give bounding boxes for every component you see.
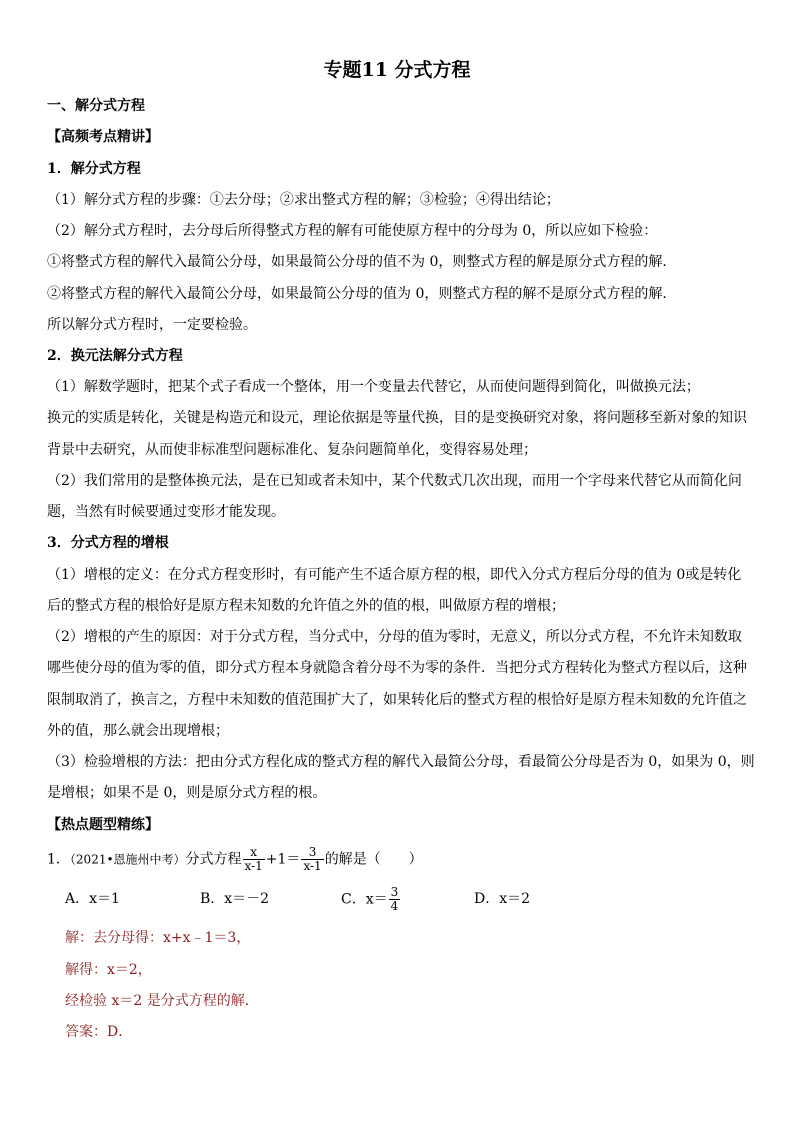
topic2-line: 换元的实质是转化，关键是构造元和设元，理论依据是等量代换，目的是变换研究对象，将问题移至新对象的知识 xyxy=(47,410,747,426)
question-number: 1． xyxy=(47,851,70,868)
topic3-line: 外的值，那么就会出现增根； xyxy=(47,723,229,739)
topic1-line: 所以解分式方程时，一定要检验。 xyxy=(47,317,257,333)
topic1-line: ①将整式方程的解代入最简公分母，如果最简公分母的值不为 0，则整式方程的解是原分式方程的解． xyxy=(47,254,677,270)
section-heading: 一、解分式方程 xyxy=(47,98,145,114)
page-title: 专题11 分式方程 xyxy=(323,59,471,81)
solution-line: 经检验 x＝2 是分式方程的解． xyxy=(65,993,259,1009)
option-b: B．x＝－2 xyxy=(200,891,270,907)
topic1-heading: 1．解分式方程 xyxy=(47,161,141,177)
option-d: D．x＝2 xyxy=(474,891,531,907)
answer-line: 答案：D． xyxy=(65,1024,133,1040)
topic3-line: （3）检验增根的方法：把由分式方程化成的整式方程的解代入最简公分母，看最简公分母是否为 0，如果为 0，则 xyxy=(47,754,755,770)
topic1-line: ②将整式方程的解代入最简公分母，如果最简公分母的值为 0，则整式方程的解不是原分式方程的解． xyxy=(47,286,677,302)
fraction-x-over-x-minus-1 xyxy=(243,846,265,873)
practice-label: 【热点题型精练】 xyxy=(47,817,159,833)
topic2-line: 题，当然有时候要通过变形才能发现。 xyxy=(47,504,285,520)
solution-line: 解：去分母得：x+x﹣1＝3， xyxy=(65,930,251,946)
topic3-line: 是增根；如果不是 0，则是原分式方程的根。 xyxy=(47,785,327,801)
plus-one-equals: +1＝ xyxy=(265,851,301,868)
fraction-numerator: x xyxy=(243,846,265,860)
topic3-line: （2）增根的产生的原因：对于分式方程，当分式中，分母的值为零时，无意义，所以分式方程，不允许未知数取 xyxy=(47,629,742,645)
fraction-denominator: 4 xyxy=(390,899,399,913)
option-c xyxy=(341,886,401,913)
question-stem-end: 的解是（ ） xyxy=(324,851,423,868)
topic1-line: （2）解分式方程时，去分母后所得整式方程的解有可能使原方程中的分母为 0，所以应如下检验： xyxy=(47,223,658,239)
topic2-heading: 2．换元法解分式方程 xyxy=(47,348,183,364)
fraction-numerator: 3 xyxy=(301,846,323,860)
question-1 xyxy=(47,846,747,876)
fraction-3-over-x-minus-1 xyxy=(301,846,323,873)
topic1-line: （1）解分式方程的步骤：①去分母；②求出整式方程的解；③检验；④得出结论； xyxy=(47,192,560,208)
fraction-numerator: 3 xyxy=(390,885,399,899)
lecture-label: 【高频考点精讲】 xyxy=(47,129,159,145)
topic2-line: （1）解数学题时，把某个式子看成一个整体，用一个变量去代替它，从而使问题得到简化，叫做换元法； xyxy=(47,379,700,395)
option-a: A．x＝1 xyxy=(65,891,120,907)
option-c-prefix: C．x＝ xyxy=(341,891,388,908)
topic2-line: （2）我们常用的是整体换元法，是在已知或者未知中，某个代数式几次出现，而用一个字母来代替它从而简化问 xyxy=(47,473,742,489)
fraction-denominator: x-1 xyxy=(303,859,322,873)
topic3-line: （1）增根的定义：在分式方程变形时，有可能产生不适合原方程的根，即代入分式方程后分母的值为 0或是转化 xyxy=(47,567,742,583)
topic3-line: 后的整式方程的根恰好是原方程未知数的允许值之外的值的根，叫做原方程的增根； xyxy=(47,598,565,614)
topic3-line: 哪些使分母的值为零的值，即分式方程本身就隐含着分母不为零的条件．当把分式方程转化为整式方程以后，这种 xyxy=(47,660,747,676)
fraction-3-over-4 xyxy=(389,886,401,913)
topic2-line: 背景中去研究，从而使非标准型问题标准化、复杂问题简单化，变得容易处理； xyxy=(47,442,537,458)
fraction-denominator: x-1 xyxy=(244,859,263,873)
question-stem-start: 分式方程 xyxy=(185,851,242,868)
question-options xyxy=(65,886,765,916)
solution-line: 解得：x＝2， xyxy=(65,962,152,978)
topic3-heading: 3．分式方程的增根 xyxy=(47,535,169,551)
topic3-line: 限制取消了，换言之，方程中未知数的值范围扩大了，如果转化后的整式方程的根恰好是原方程未知数的允许值之 xyxy=(47,692,747,708)
question-source: （2021•恩施州中考） xyxy=(69,852,186,867)
